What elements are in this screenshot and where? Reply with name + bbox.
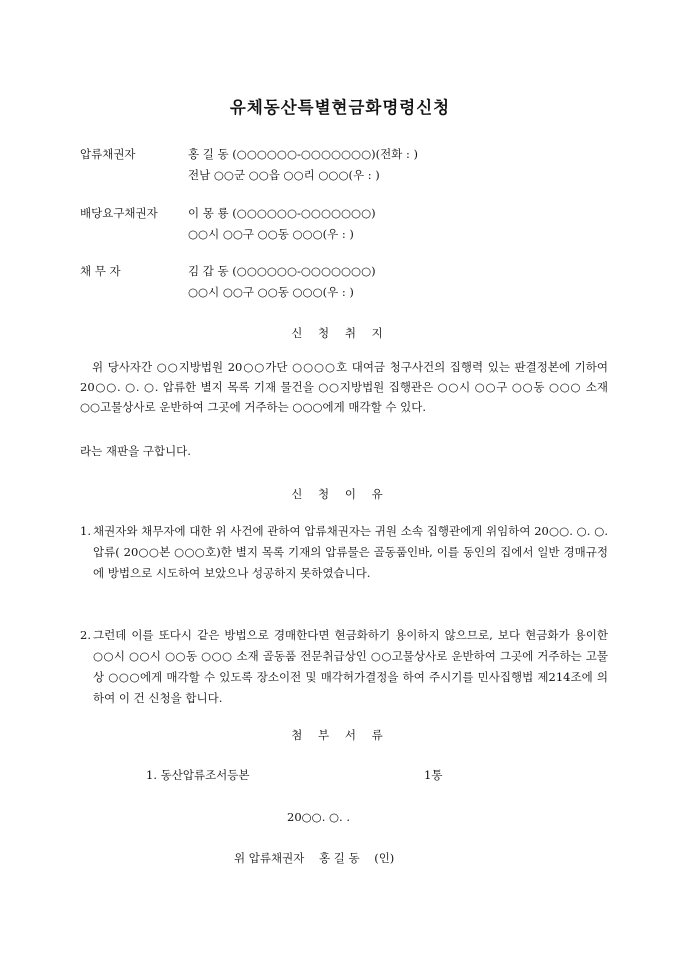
party-role: 채 무 자 xyxy=(80,264,121,278)
signature-seal: (인) xyxy=(374,851,395,865)
reason-text: 채권자와 채무자에 대한 위 사건에 관하여 압류채권자는 귀원 소속 집행관에게 위임하여 20○○. ○. ○. 압류( 20○○본 ○○○호)한 별지 목록 기재의 압류물은 골동품인바, 이를 동인의 집에서 일반 경매규정에 방법으로 시도하여 보았으나 성공하지 못하였습니다. xyxy=(93,524,608,580)
attachments-heading: 첨 부 서 류 xyxy=(291,728,389,742)
party-address: 전남 ○○군 ○○읍 ○○리 ○○○(우 : ) xyxy=(188,168,380,182)
party-name: 김 갑 동 xyxy=(188,264,229,278)
attachment-label: 1. 동산압류조서등본 xyxy=(146,768,250,782)
purpose-text: 위 당사자간 ○○지방법원 20○○가단 ○○○○호 대여금 청구사건의 집행력 있는 판결정본에 기하여 20○○. ○. ○. 압류한 별지 목록 기재 물건을 ○○지방법원 집행관은 ○○시 ○○구 ○○동 ○○○ 소재 ○○고물상사로 운반하여 그곳에 거주하는 ○○○에게 매각할 수 있다. xyxy=(80,360,608,414)
party-address: ○○시 ○○구 ○○동 ○○○(우 : ) xyxy=(188,227,354,241)
party-line1 xyxy=(188,146,418,162)
reason-item xyxy=(80,521,608,584)
purpose-heading: 신 청 취 지 xyxy=(291,326,389,340)
party-line1 xyxy=(188,263,376,279)
signature-line xyxy=(234,850,394,866)
attachment-count: 1통 xyxy=(424,768,443,782)
reason-number: 1. xyxy=(80,524,91,538)
signature-label: 위 압류채권자 xyxy=(234,851,305,865)
party-line1 xyxy=(188,205,376,221)
party-role: 압류채권자 xyxy=(80,147,136,161)
party-name: 이 몽 룡 xyxy=(188,206,229,220)
party-id: (○○○○○○-○○○○○○○) xyxy=(232,206,376,220)
party-id: (○○○○○○-○○○○○○○) xyxy=(232,264,376,278)
purpose-closing: 라는 재판을 구합니다. xyxy=(80,444,191,458)
document-date: 20○○. ○. . xyxy=(287,810,351,824)
document-title: 유체동산특별현금화명령신청 xyxy=(229,98,451,117)
party-id: (○○○○○○-○○○○○○○)(전화 : ) xyxy=(232,147,418,161)
reasons-heading: 신 청 이 유 xyxy=(291,487,389,501)
reason-text: 그런데 이를 또다시 같은 방법으로 경매한다면 현금화하기 용이하지 않으므로, 보다 현금화가 용이한 ○○시 ○○시 ○○동 ○○○ 소재 골동품 전문취급상인 ○○고물상사로 운반하여 그곳에 거주하는 고물상 ○○○에게 매각할 수 있도록 장소이전 및 매각허가결정을 하여 주시기를 민사집행법 제214조에 의하여 이 건 신청을 합니다. xyxy=(93,628,608,705)
signature-name: 홍 길 동 xyxy=(318,851,360,865)
party-address: ○○시 ○○구 ○○동 ○○○(우 : ) xyxy=(188,285,354,299)
reason-item xyxy=(80,625,608,709)
party-role: 배당요구채권자 xyxy=(80,206,158,220)
party-name: 홍 길 동 xyxy=(188,147,229,161)
reason-number: 2. xyxy=(80,628,91,642)
